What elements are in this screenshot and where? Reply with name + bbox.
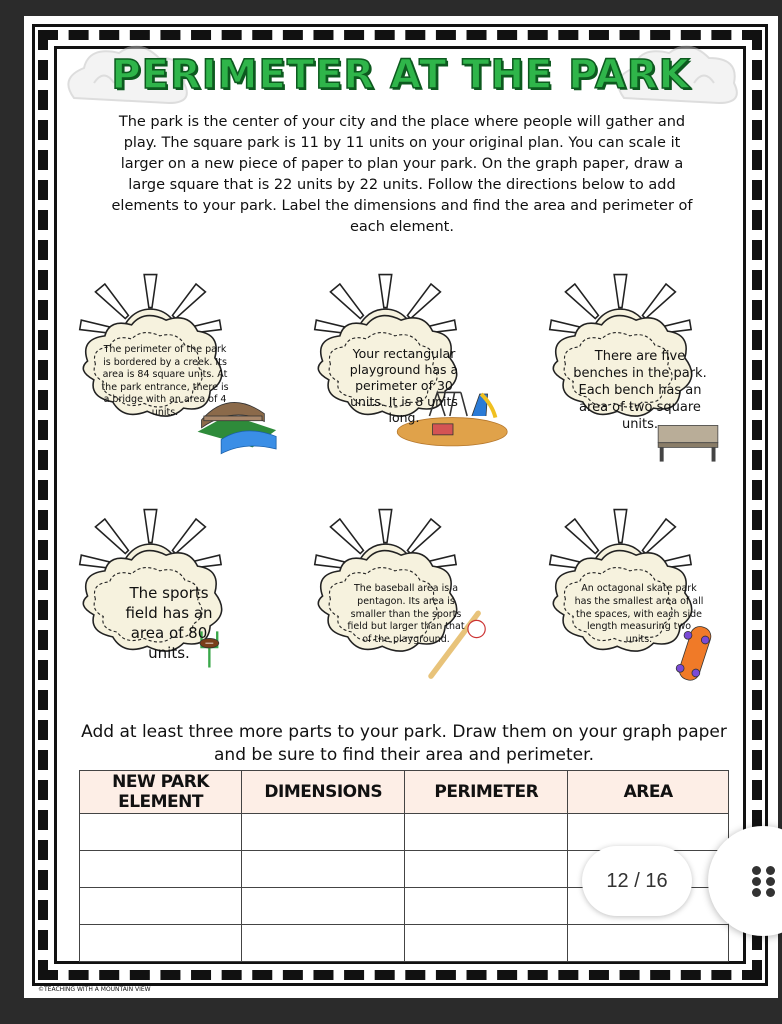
table-cell xyxy=(80,814,242,851)
table-cell xyxy=(568,925,729,962)
table-cell xyxy=(405,888,568,925)
copyright-credit: ©TEACHING WITH A MOUNTAIN VIEW xyxy=(38,986,151,993)
table-cell xyxy=(242,925,405,962)
task-card-text: An octagonal skate park has the smallest area of all the spaces, with each side length measuring two units. xyxy=(574,583,704,646)
column-header: AREA xyxy=(568,771,729,814)
task-card-text: The baseball area is a pentagon. Its area is smaller than the sports field but larger than that of the playground. xyxy=(347,583,465,646)
page-indicator[interactable]: 12 / 16 xyxy=(582,846,692,916)
table-row xyxy=(80,925,729,962)
task-card-playground xyxy=(299,236,519,466)
table-row xyxy=(80,814,729,851)
task-card-text: Your rectangular playground has a perimeter of 30 units. It is 8 units long. xyxy=(349,346,459,425)
table-cell xyxy=(80,851,242,888)
table-cell xyxy=(80,925,242,962)
task-card-sports-field xyxy=(64,471,284,701)
task-card-text: The perimeter of the park is bordered by a creek. Its area is 84 square units. At the park entrance, there is a bridge with an area of 4 units. xyxy=(101,344,229,418)
table-cell xyxy=(405,851,568,888)
table-header-row xyxy=(80,771,729,814)
intro-paragraph: The park is the center of your city and the place where people will gather and play. The square park is 11 by 11 units on your original plan. You can scale it larger on a new piece of paper to plan your park. On the graph paper, draw a large square that is 22 units by 22 units. Follow the directions below to add elements to your park. Label the dimensions and find the area and perimeter of each element. xyxy=(111,114,693,235)
task-card-baseball xyxy=(299,471,519,701)
task-card-creek xyxy=(64,236,284,466)
task-card-text: There are five benches in the park. Each bench has an area of two square units. xyxy=(573,349,707,432)
column-header: PERIMETER xyxy=(405,771,568,814)
table-cell xyxy=(242,851,405,888)
table-cell xyxy=(80,888,242,925)
instructions-text: Add at least three more parts to your park. Draw them on your graph paper and be sure to find their area and perimeter. xyxy=(81,722,727,765)
table-cell xyxy=(405,925,568,962)
table-cell xyxy=(242,888,405,925)
table-cell xyxy=(568,814,729,851)
table-cell xyxy=(405,814,568,851)
table-cell xyxy=(242,814,405,851)
column-header: NEW PARK ELEMENT xyxy=(80,771,242,814)
column-header: DIMENSIONS xyxy=(242,771,405,814)
task-card-benches xyxy=(534,236,754,466)
task-card-text: The sports field has an area of 80 units. xyxy=(125,584,213,662)
task-card-skate-park xyxy=(534,471,754,701)
page-title: PERIMETER AT THE PARK xyxy=(111,52,691,98)
